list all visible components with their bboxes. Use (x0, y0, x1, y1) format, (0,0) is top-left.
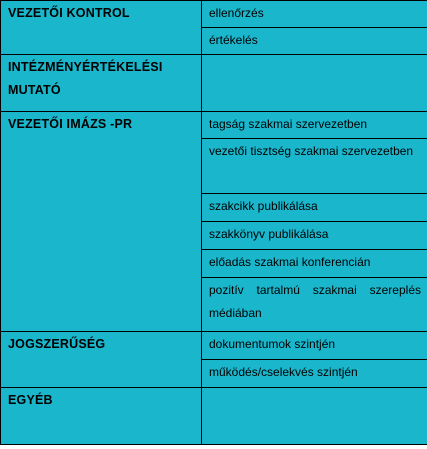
item-cell (202, 55, 427, 112)
item-text: ellenőrzés (209, 6, 264, 20)
category-cell (1, 112, 202, 332)
item-cell (202, 360, 427, 388)
category-label: VEZETŐI IMÁZS -PR (8, 117, 133, 131)
item-text: szakcikk publikálása (209, 199, 318, 213)
table-row (1, 112, 427, 139)
table-row (1, 388, 427, 445)
item-text: dokumentumok szintjén (209, 337, 336, 351)
category-label: INTÉZMÉNYÉRTÉKELÉSI MUTATÓ (8, 60, 163, 97)
item-cell (202, 332, 427, 360)
item-cell (202, 250, 427, 278)
item-text: előadás szakmai konferencián (209, 255, 371, 269)
category-cell (1, 1, 202, 55)
category-cell (1, 388, 202, 445)
item-text: pozitív tartalmú szakmai szereplés médiában (209, 283, 421, 320)
category-label: EGYÉB (8, 393, 53, 407)
item-text: értékelés (209, 33, 258, 47)
category-label: JOGSZERŰSÉG (8, 337, 106, 351)
item-text: tagság szakmai szervezetben (209, 117, 368, 131)
item-text (202, 388, 427, 389)
category-cell (1, 55, 202, 112)
item-cell (202, 112, 427, 139)
item-text: szakkönyv publikálása (209, 227, 329, 241)
item-text: működés/cselekvés szintjén (209, 365, 358, 379)
item-cell (202, 194, 427, 222)
item-text: vezetői tisztség szakmai szervezetben (209, 144, 414, 158)
table-row (1, 55, 427, 112)
item-text (202, 55, 427, 56)
table-row (1, 332, 427, 360)
item-cell (202, 222, 427, 250)
item-cell (202, 139, 427, 194)
item-cell (202, 28, 427, 55)
item-cell (202, 278, 427, 332)
item-cell (202, 1, 427, 28)
item-cell (202, 388, 427, 445)
table-row (1, 1, 427, 28)
category-cell (1, 332, 202, 388)
category-label: VEZETŐI KONTROL (8, 6, 130, 20)
